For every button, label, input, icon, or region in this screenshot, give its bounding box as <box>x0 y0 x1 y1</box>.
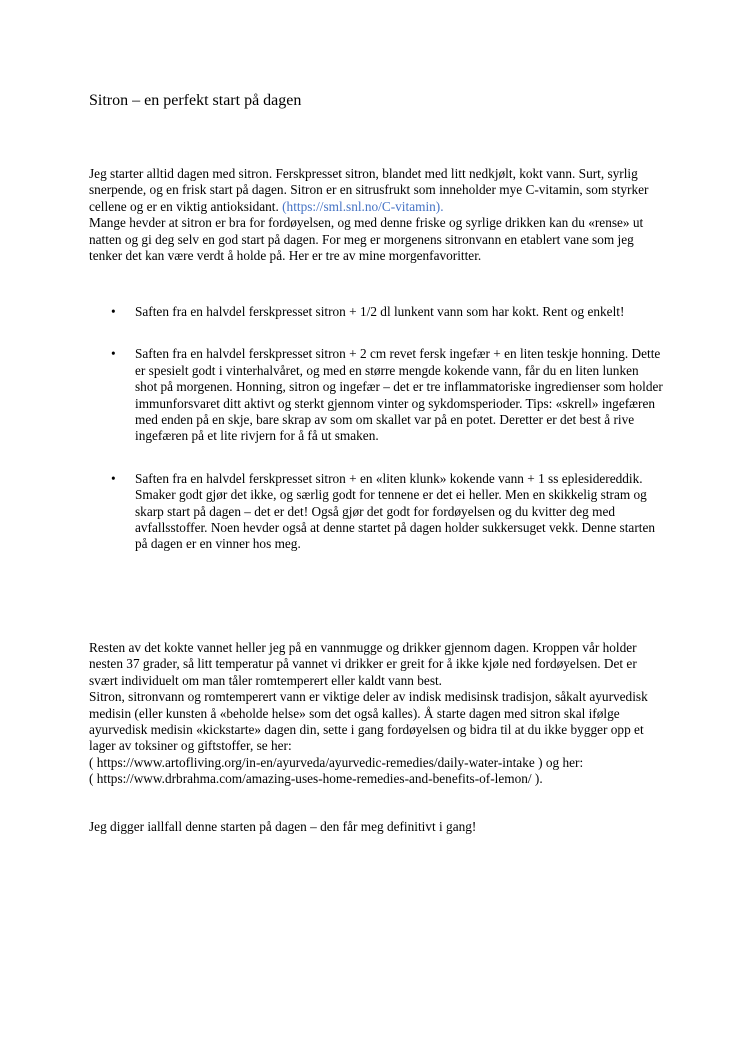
outro-paragraph <box>89 640 664 788</box>
bullet-icon: • <box>111 346 116 362</box>
intro-continuation: Mange hevder at sitron er bra for fordøyelsen, og med denne friske og syrlige drikken kan du «rense» ut natten og gi deg selv en god start på dagen. For meg er morgenens sitronvann en etablert vane som jeg tenker det kan være verdt å holde på. Her er tre av mine morgenfavoritter. <box>89 215 644 264</box>
morning-favorites-list <box>89 304 664 553</box>
intro-text: Jeg starter alltid dagen med sitron. Ferskpresset sitron, blandet med litt nedkjølt, kokt vann. Surt, syrlig snerpende, og en frisk start på dagen. Sitron er en sitrusfrukt som inneholder mye C-vitamin, som styrker cellene og er en viktig antioksidant. <box>89 166 649 214</box>
list-item <box>89 346 664 444</box>
bullet-icon: • <box>111 470 116 486</box>
list-item <box>89 304 664 320</box>
list-item-text: Saften fra en halvdel ferskpresset sitron + 2 cm revet fersk ingefær + en liten teskje honning. Dette er spesielt godt i vinterhalvåret, og med en større mengde kokende vann, får du en liten lunken shot på morgenen. Honning, sitron og ingefær – det er tre inflammatoriske ingredienser som holder immunforsvaret ditt aktivt og sterkt gjennom vinter og sykdomsperioder. Tips: «skrell» ingefæren med enden på en skje, bare skrap av som om skallet var på en potet. Deretter er det best å rive ingefæren på et lite rivjern for å få ut smaken. <box>135 346 663 444</box>
c-vitamin-link[interactable]: (https://sml.snl.no/C-vitamin). <box>282 198 444 214</box>
drbrahma-reference-link[interactable]: ( https://www.drbrahma.com/amazing-uses-home-remedies-and-benefits-of-lemon/ ). <box>89 771 543 787</box>
bullet-icon: • <box>111 304 116 319</box>
outro-text-2: Sitron, sitronvann og romtemperert vann er viktige deler av indisk medisinsk tradisjon, såkalt ayurvedisk medisin (eller kunsten å «beholde helse» som det også kalles). Å starte dagen med sitron skal ifølge ayurvedisk medisin «kickstarte» dagen din, sette i gang fordøyelsen og bidra til at du ikke bygger opp et lager av toksiner og giftstoffer, se her: <box>89 689 648 754</box>
outro-text-1: Resten av det kokte vannet heller jeg på en vannmugge og drikker gjennom dagen. Kroppen vår holder nesten 37 grader, så litt temperatur på vannet vi drikker er greit for å ikke kjøle ned fordøyelsen. Det er svært individuelt om man tåler romtemperert eller kaldt vann best. <box>89 640 637 688</box>
list-item-text: Saften fra en halvdel ferskpresset sitron + 1/2 dl lunkent vann som har kokt. Rent og enkelt! <box>135 304 625 319</box>
artofliving-reference-link[interactable]: ( https://www.artofliving.org/in-en/ayurveda/ayurvedic-remedies/daily-water-intake ) og her: <box>89 754 584 770</box>
page-title: Sitron – en perfekt start på dagen <box>89 92 302 109</box>
closing-paragraph: Jeg digger iallfall denne starten på dagen – den får meg definitivt i gang! <box>89 819 477 834</box>
intro-paragraph <box>89 166 664 264</box>
list-item <box>89 471 664 553</box>
list-item-text: Saften fra en halvdel ferskpresset sitron + en «liten klunk» kokende vann + 1 ss eplesidereddik. Smaker godt gjør det ikke, og særlig godt for tennene er det ei heller. Men en skikkelig stram og skarp start på dagen – det er det! Også gjør det godt for fordøyelsen og du kvitter deg med avfallsstoffer. Noen hevder også at denne startet på dagen holder sukkersuget vekk. Denne starten på dagen er en vinner hos meg. <box>135 470 656 552</box>
